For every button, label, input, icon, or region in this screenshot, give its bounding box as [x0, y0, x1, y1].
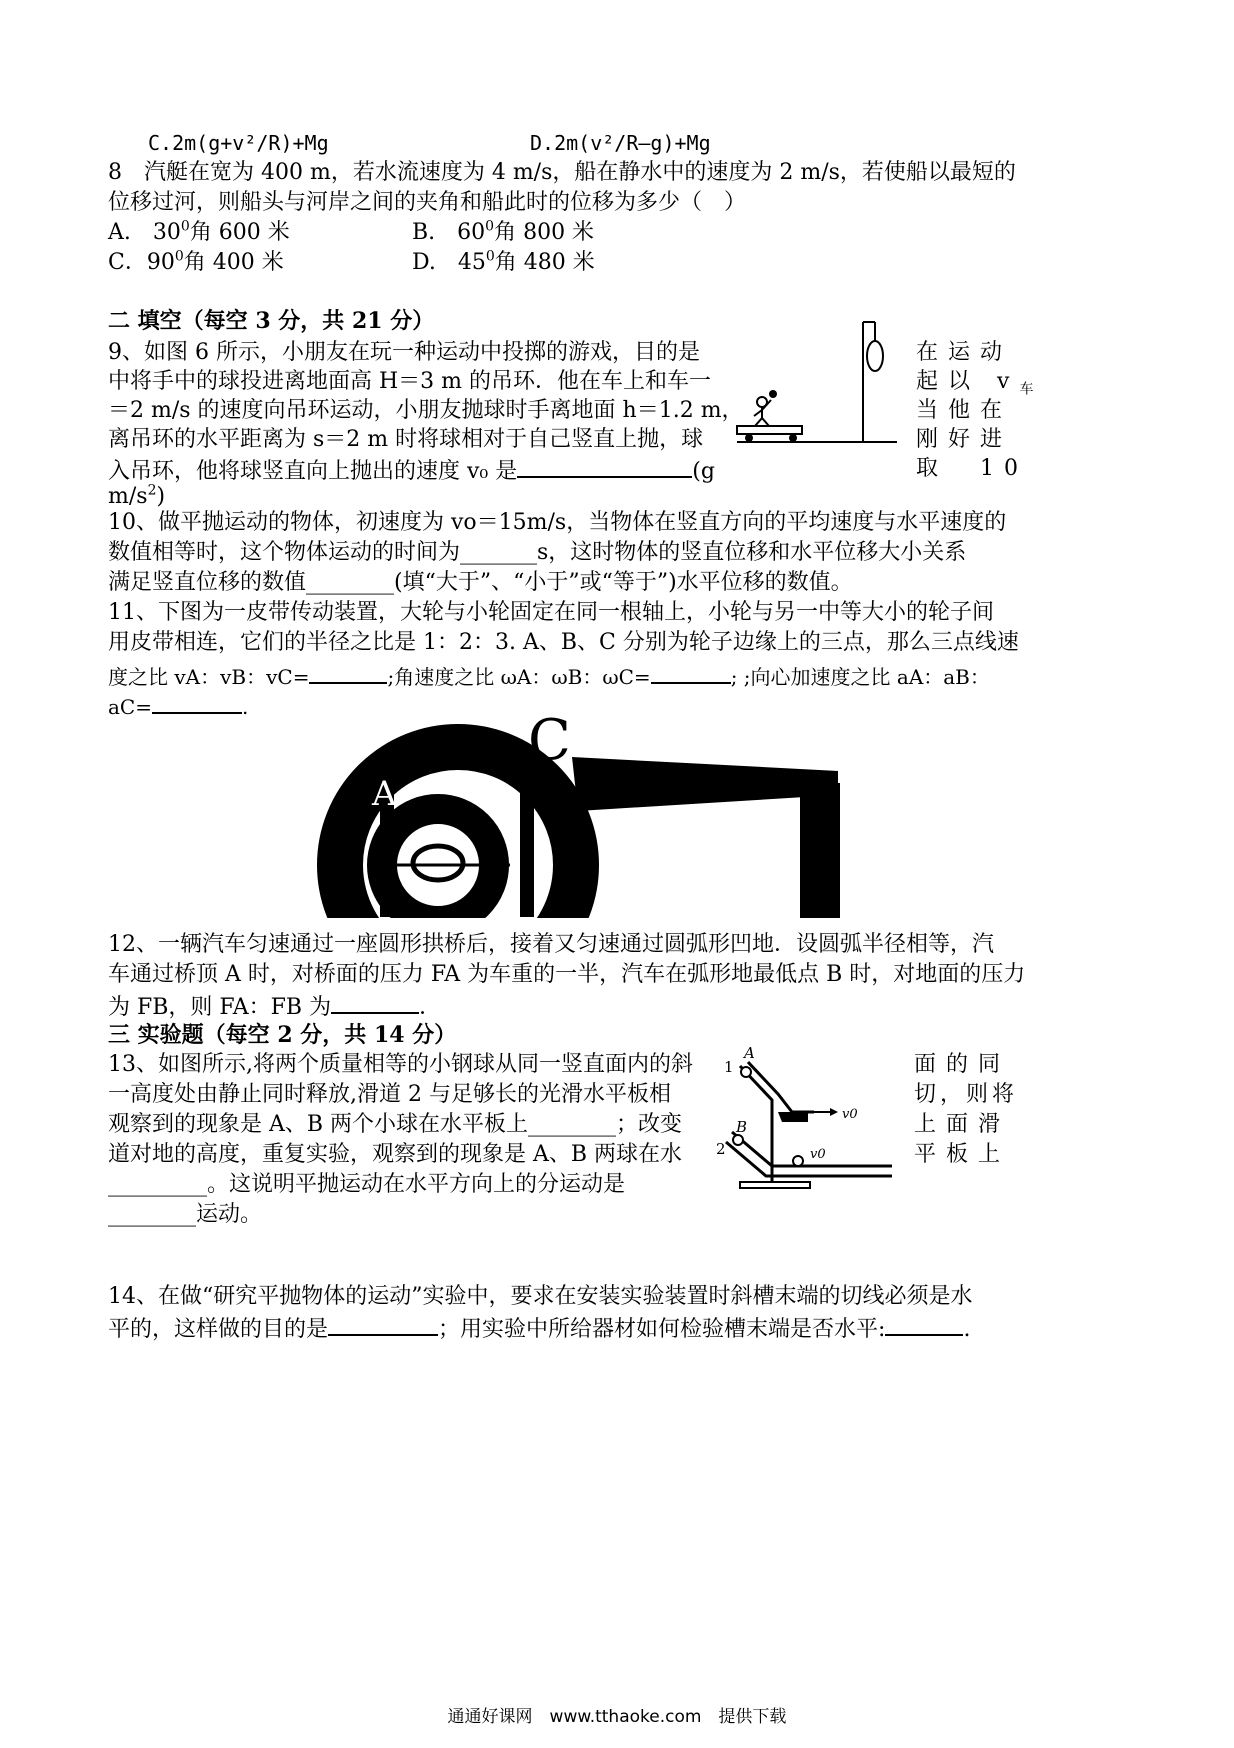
q11-line1: 11、下图为一皮带传动装置，大轮与小轮固定在同一根轴上，小轮与另一中等大小的轮子间: [108, 600, 994, 625]
q13-line2: 一高度处由静止同时释放,滑道 2 与足够长的光滑水平板相: [108, 1082, 671, 1107]
q13-line6: ________运动。: [108, 1202, 263, 1227]
q12-line2: 车通过桥顶 A 时，对桥面的压力 FA 为车重的一半，汽车在弧形地最低点 B 时，对地面的压力: [108, 962, 1026, 987]
page-footer: 通通好课网 www.tthaoke.com 提供下载: [447, 1707, 787, 1727]
q13-line5: _________。这说明平抛运动在水平方向上的分运动是: [108, 1172, 626, 1197]
figure9-ring-toss: [735, 318, 905, 448]
q11-line3: 度之比 vA：vB：vC= ;角速度之比 ωA：ωB：ωC= ; ;向心加速度之比 aA：aB：: [108, 660, 990, 692]
q7-option-c: C.2m(g+v²/R)+Mg: [148, 131, 329, 155]
q9-right5: 取 10: [916, 456, 1028, 481]
q13-right1: 面的同: [914, 1052, 1011, 1077]
q9-answer-blank[interactable]: [517, 454, 692, 478]
q9-line3: ＝2 m/s 的速度向吊环运动，小朋友抛球时手离地面 h＝1.2 m，: [108, 398, 744, 423]
q13-right2: 切，则将: [914, 1082, 1019, 1107]
q8-option-d: D. $45^0$角 480 米: [412, 248, 595, 275]
figure13-label-b: B: [736, 1118, 748, 1136]
q10-line1: 10、做平抛运动的物体，初速度为 vo＝15m/s，当物体在竖直方向的平均速度与水平速度的: [108, 510, 1007, 535]
q11-blank-velocity[interactable]: [309, 660, 387, 684]
q13-line3: 观察到的现象是 A、B 两个小球在水平板上________；改变: [108, 1112, 683, 1137]
q8-line2: 位移过河，则船头与河岸之间的夹角和船此时的位移为多少（ ）: [108, 190, 747, 215]
q13-right3: 上面滑: [914, 1112, 1011, 1137]
q13-right4: 平板上: [914, 1142, 1011, 1167]
q12-line3: 为 FB，则 FA：FB 为 ．: [108, 990, 441, 1023]
q9-line2: 中将手中的球投进离地面高 H＝3 m 的吊环．他在车上和车一: [108, 369, 712, 394]
q14-line2: 平的，这样做的目的是 ；用实验中所给器材如何检验槽末端是否水平: .: [108, 1312, 970, 1345]
q11-line4: aC= .: [108, 690, 248, 722]
q8-option-b: B. $60^0$角 800 米: [412, 218, 595, 245]
figure13-v0-bottom: v0: [810, 1147, 826, 1162]
q14-blank-check[interactable]: [885, 1312, 963, 1336]
q12-answer-blank[interactable]: [331, 990, 419, 1014]
q9-right1: 在运动: [916, 340, 1013, 365]
q11-blank-angular[interactable]: [651, 660, 731, 684]
figure13-chutes: [712, 1042, 902, 1192]
q8-option-a: A. $30^0$角 600 米: [108, 218, 290, 245]
q10-line3: 满足竖直位移的数值________(填“大于”、“小于”或“等于”)水平位移的数值。: [108, 570, 853, 595]
q11-blank-acceleration[interactable]: [152, 690, 242, 714]
q9-line1: 9、如图 6 所示，小朋友在玩一种运动中投掷的游戏，目的是: [108, 340, 700, 365]
section2-title: 二 填空（每空 3 分，共 21 分）: [108, 308, 435, 334]
q9-line5: 入吊环，他将球竖直向上抛出的速度 v₀ 是 (g: [108, 454, 715, 487]
figure13-label-1: 1: [724, 1058, 734, 1076]
q13-line4: 道对地的高度，重复实验，观察到的现象是 A、B 两球在水: [108, 1142, 683, 1167]
q9-right2: 起以 $v_车$: [916, 369, 1034, 398]
section3-title: 三 实验题（每空 2 分，共 14 分）: [108, 1022, 457, 1048]
figure13-v0-top: v0: [842, 1107, 858, 1122]
q14-line1: 14、在做“研究平抛物体的运动”实验中，要求在安装实验装置时斜槽末端的切线必须是水: [108, 1284, 973, 1309]
q9-right4: 刚好进: [916, 427, 1013, 452]
figure13-label-a: A: [744, 1044, 755, 1062]
figure11-label-c: C: [528, 715, 571, 773]
figure13-label-2: 2: [716, 1140, 726, 1158]
q14-blank-purpose[interactable]: [328, 1312, 438, 1336]
q8-line1: 8 汽艇在宽为 400 m，若水流速度为 4 m/s，船在静水中的速度为 2 m/s，若使船以最短的: [108, 160, 1016, 185]
q9-right3: 当他在: [916, 398, 1013, 423]
q11-line2: 用皮带相连，它们的半径之比是 1：2：3. A、B、C 分别为轮子边缘上的三点，那么三点线速: [108, 630, 1019, 655]
q9-line4: 离吊环的水平距离为 s＝2 m 时将球相对于自己竖直上抛，球: [108, 427, 704, 452]
figure11-belt-drive: [310, 715, 850, 920]
q9-line6: $m/s^2$): [108, 482, 166, 509]
q13-line1: 13、如图所示,将两个质量相等的小钢球从同一竖直面内的斜: [108, 1052, 693, 1077]
figure11-label-a: A: [372, 774, 397, 814]
q7-option-d: D.2m(v²/R—g)+Mg: [530, 131, 711, 155]
q10-line2: 数值相等时，这个物体运动的时间为_______s，这时物体的竖直位移和水平位移大小关系: [108, 540, 967, 565]
q8-option-c: C．$90^0$角 400 米: [108, 248, 284, 275]
q12-line1: 12、一辆汽车匀速通过一座圆形拱桥后，接着又匀速通过圆弧形凹地．设圆弧半径相等，汽: [108, 932, 994, 957]
